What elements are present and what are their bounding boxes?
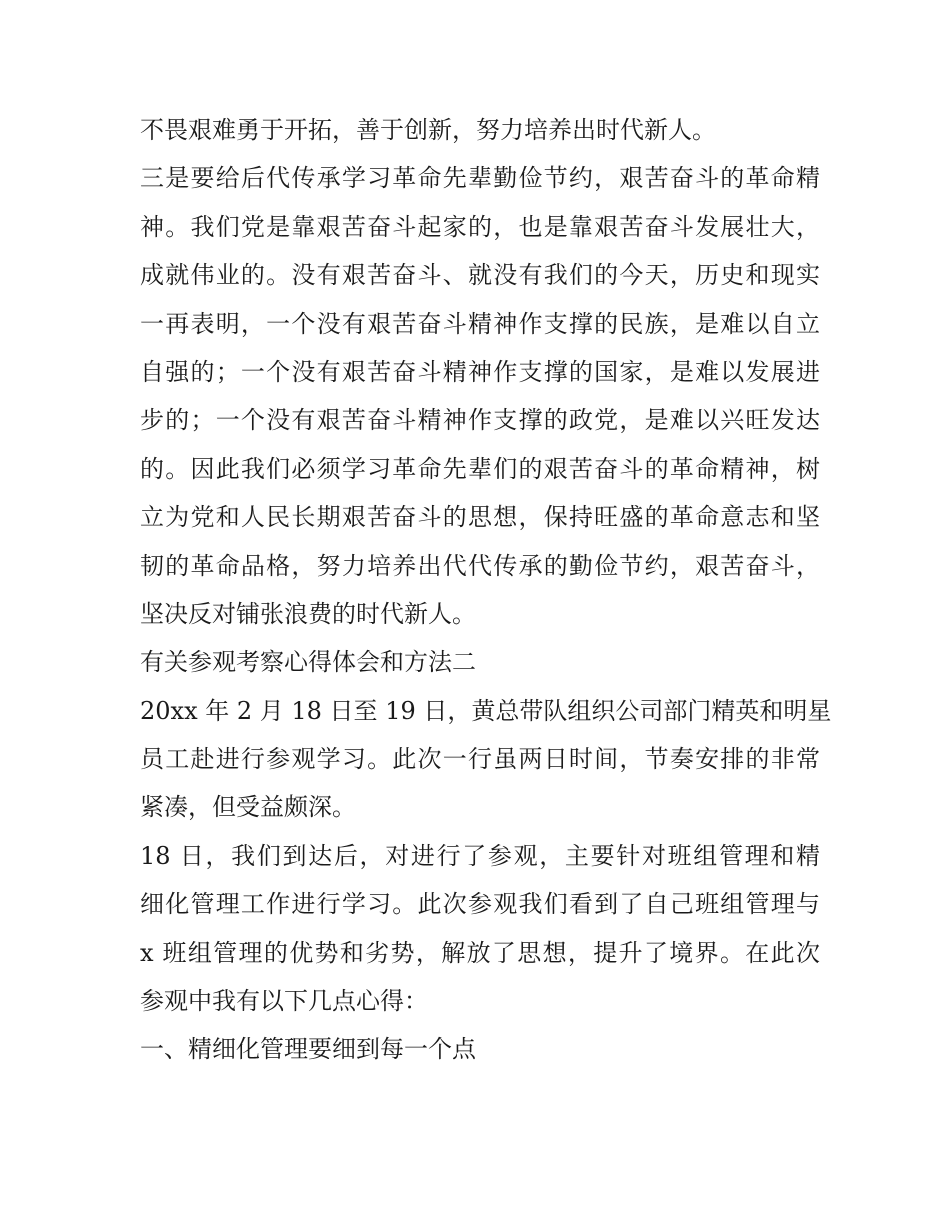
text-line: 的。因此我们必须学习革命先辈们的艰苦奋斗的革命精神，树 [140,454,820,483]
text-line: 坚决反对铺张浪费的时代新人。 [140,599,476,628]
text-line: x 班组管理的优势和劣势，解放了思想，提升了境界。在此次 [140,938,820,967]
text-line: 成就伟业的。没有艰苦奋斗、就没有我们的今天，历史和现实 [140,261,820,290]
text-line: 步的；一个没有艰苦奋斗精神作支撑的政党，是难以兴旺发达 [140,406,820,435]
text-line: 韧的革命品格，努力培养出代代传承的勤俭节约，艰苦奋斗， [140,551,820,580]
text-line: 员工赴进行参观学习。此次一行虽两日时间，节奏安排的非常 [140,745,820,774]
section-heading: 有关参观考察心得体会和方法二 [140,648,476,677]
text-line: 20xx 年 2 月 18 日至 19 日，黄总带队组织公司部门精英和明星 [140,696,832,725]
text-line: 参观中我有以下几点心得： [140,987,428,1016]
text-line: 自强的；一个没有艰苦奋斗精神作支撑的国家，是难以发展进 [140,357,820,386]
document-body [140,106,832,1074]
subheading: 一、精细化管理要细到每一个点 [140,1035,476,1064]
text-line: 紧凑，但受益颇深。 [140,793,356,822]
text-line: 立为党和人民长期艰苦奋斗的思想，保持旺盛的革命意志和坚 [140,503,820,532]
text-line: 三是要给后代传承学习革命先辈勤俭节约，艰苦奋斗的革命精 [140,164,820,193]
text-line: 细化管理工作进行学习。此次参观我们看到了自己班组管理与 [140,890,820,919]
text-line: 18 日，我们到达后，对进行了参观，主要针对班组管理和精 [140,841,820,870]
text-line: 一再表明，一个没有艰苦奋斗精神作支撑的民族，是难以自立 [140,309,820,338]
text-line: 不畏艰难勇于开拓，善于创新，努力培养出时代新人。 [140,116,716,144]
text-line: 神。我们党是靠艰苦奋斗起家的，也是靠艰苦奋斗发展壮大， [140,212,820,241]
